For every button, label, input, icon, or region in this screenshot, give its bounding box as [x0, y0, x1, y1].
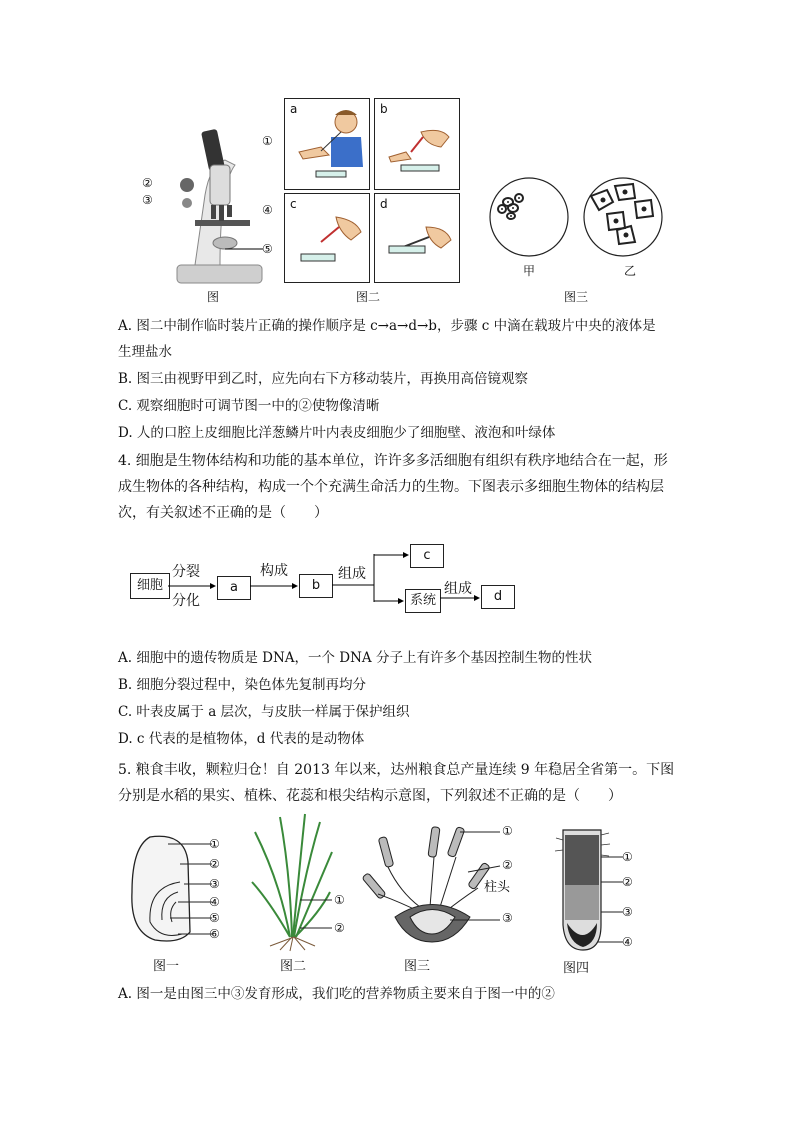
panel-a: [284, 98, 370, 190]
q3-option-d: D. 人的口腔上皮细胞比洋葱鳞片叶内表皮细胞少了细胞壁、液泡和叶绿体: [118, 425, 556, 441]
fig3-stigma-label: 柱头: [484, 880, 511, 895]
fig3-label-2: ②: [502, 858, 513, 872]
fig1-label-6: ⑥: [209, 927, 220, 941]
q5-caption-2: 图二: [280, 959, 307, 974]
panel-label-1: ①: [262, 134, 273, 148]
q5-option-a: A. 图一是由图三中③发育形成，我们吃的营养物质主要来自于图一中的②: [118, 986, 555, 1002]
panel-d: [374, 193, 460, 283]
rice-plant-image: [250, 812, 335, 952]
flow-label-differentiate: 分化: [172, 593, 200, 609]
q5-caption-1: 图一: [153, 959, 180, 974]
flow-label-divide: 分裂: [172, 564, 200, 580]
fig2-label-2: ②: [334, 921, 345, 935]
fig4-label-2: ②: [622, 875, 633, 889]
q3-option-b: B. 图三由视野甲到乙时，应先向右下方移动装片，再换用高倍镜观察: [118, 371, 529, 387]
microscope-label-5: ⑤: [262, 242, 273, 256]
flow-label-compose-2: 组成: [444, 581, 472, 597]
flow-label-compose-1: 组成: [338, 566, 366, 582]
flow-box-system: 系统: [405, 589, 441, 613]
q4-option-d: D. c 代表的是植物体，d 代表的是动物体: [118, 731, 365, 747]
microscope-label-2: ②: [142, 176, 153, 190]
flow-box-d: d: [481, 585, 515, 609]
panel-a-letter: a: [290, 102, 298, 116]
fig1-label-4: ④: [209, 895, 220, 909]
q5-caption-4: 图四: [563, 961, 590, 976]
flow-label-form: 构成: [260, 563, 288, 579]
flow-box-cell: 细胞: [130, 573, 170, 599]
flow-box-a: a: [217, 576, 251, 600]
cell-view-jia: [484, 176, 574, 258]
q4-option-c: C. 叶表皮属于 a 层次，与皮肤一样属于保护组织: [118, 704, 410, 720]
fig4-label-1: ①: [622, 850, 633, 864]
fig1-label-3: ③: [209, 877, 220, 891]
cell-view-yi-label: 乙: [624, 264, 637, 278]
fig4-label-3: ③: [622, 905, 633, 919]
fig1-label-2: ②: [209, 857, 220, 871]
cell-view-yi: [577, 176, 669, 258]
q4-option-b: B. 细胞分裂过程中，染色体先复制再均分: [118, 677, 367, 693]
q5-stem: 5. 粮食丰收，颗粒归仓！自 2013 年以来，达州粮食总产量连续 9 年稳居全省第一。下图分别是水稻的果实、植株、花蕊和根尖结构示意图，下列叙述不正确的是（ ）: [118, 762, 675, 804]
panel-b: [374, 98, 460, 190]
fig1-label-5: ⑤: [209, 911, 220, 925]
panel-c: [284, 193, 370, 283]
flow-arrows: [160, 540, 500, 620]
figure-caption-3: 图三: [564, 290, 589, 304]
fig3-label-1: ①: [502, 824, 513, 838]
fig1-label-1: ①: [209, 837, 220, 851]
q4-stem: 4. 细胞是生物体结构和功能的基本单位，许许多多活细胞有组织有秩序地结合在一起，形成生物体的各种结构，构成一个个充满生命活力的生物。下图表示多细胞生物体的结构层次，有关叙述不正确的是（ ）: [118, 453, 668, 521]
rice-grain-image: [120, 832, 220, 947]
fig3-label-3: ③: [502, 911, 513, 925]
fig2-label-1: ①: [334, 893, 345, 907]
panel-label-4: ④: [262, 203, 273, 217]
panel-d-letter: d: [380, 197, 388, 211]
cell-view-jia-label: 甲: [523, 264, 536, 278]
q3-option-c: C. 观察细胞时可调节图一中的②使物像清晰: [118, 398, 380, 414]
panel-c-image: [291, 202, 365, 278]
q5-caption-3: 图三: [404, 959, 431, 974]
microscope-pointer-line: [225, 245, 265, 253]
panel-a-image: [291, 107, 365, 185]
figure-caption-2: 图二: [356, 290, 381, 304]
panel-b-image: [381, 107, 455, 185]
q4-option-a: A. 细胞中的遗传物质是 DNA，一个 DNA 分子上有许多个基因控制生物的性状: [118, 650, 592, 666]
microscope-label-3: ③: [142, 193, 153, 207]
flow-box-b: b: [299, 574, 333, 598]
figure-caption-1: 图: [207, 290, 220, 304]
q3-option-a: A. 图二中制作临时装片正确的操作顺序是 c→a→d→b，步骤 c 中滴在载玻片中央的液体是: [118, 318, 656, 334]
fig4-label-4: ④: [622, 935, 633, 949]
q3-option-a-cont: 生理盐水: [118, 344, 172, 360]
panel-d-image: [381, 202, 455, 278]
panel-b-letter: b: [380, 102, 388, 116]
panel-c-letter: c: [290, 197, 297, 211]
root-tip-image: [553, 825, 623, 955]
flow-box-c: c: [410, 544, 444, 568]
